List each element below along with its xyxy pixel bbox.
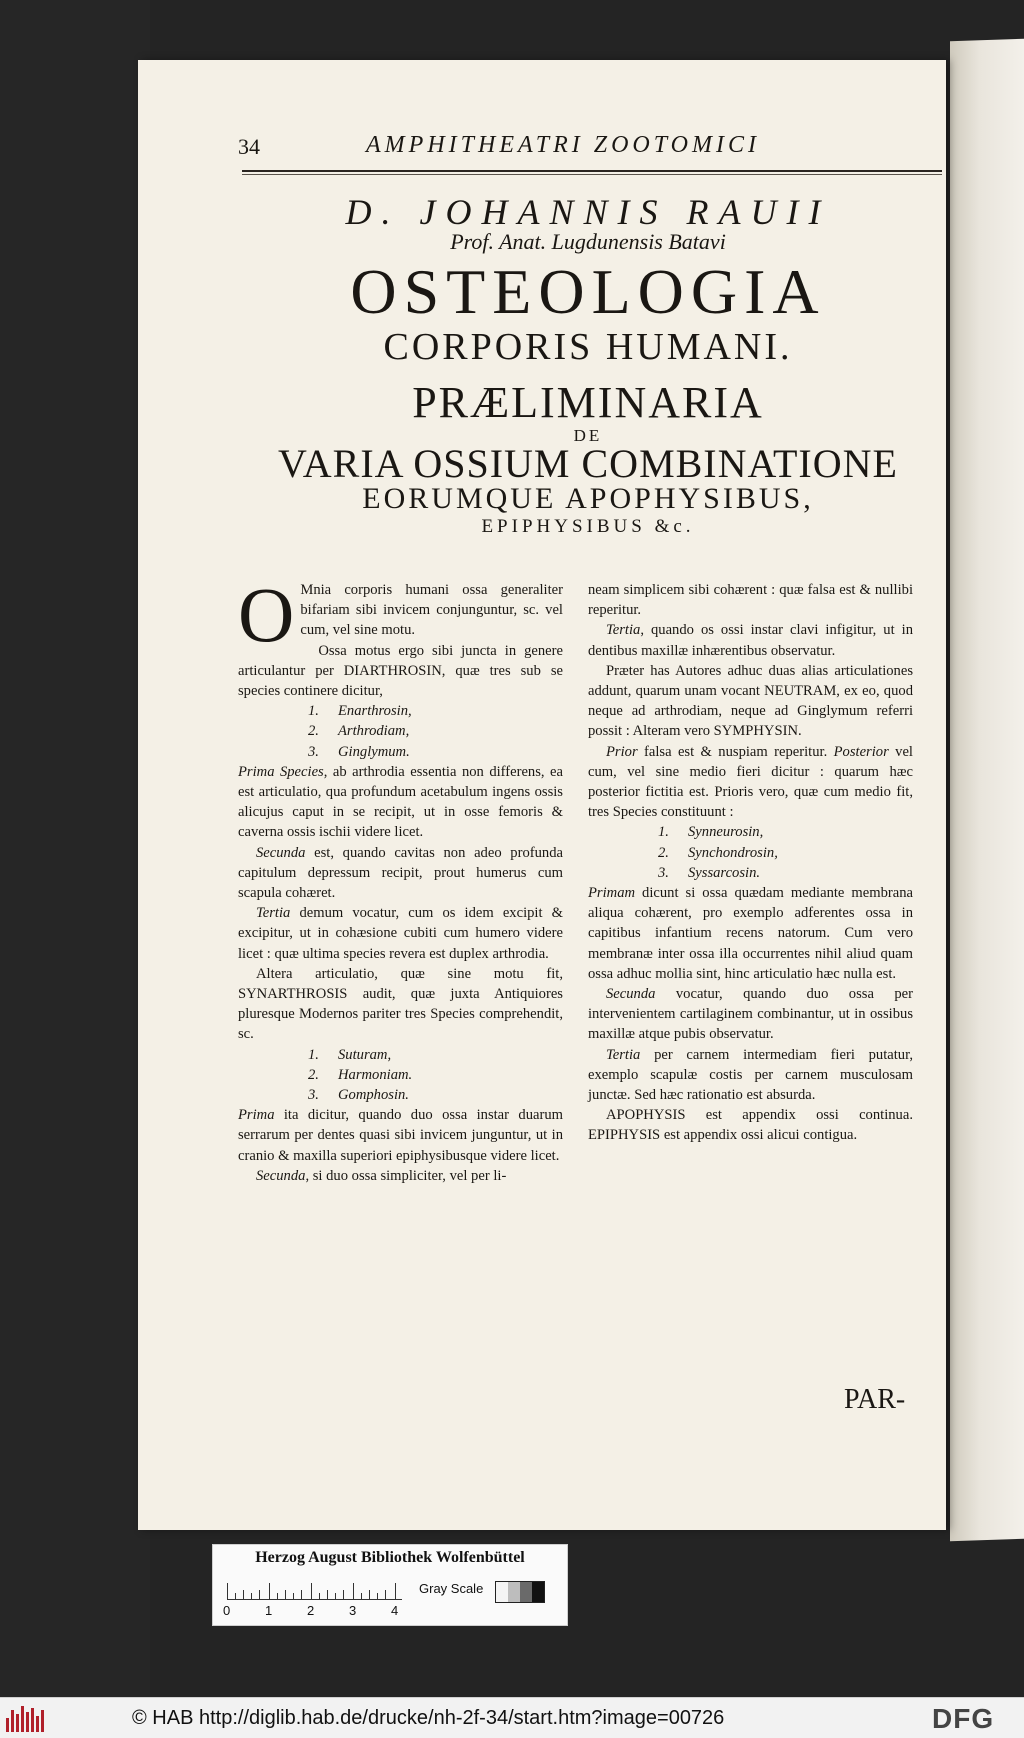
scan-backdrop <box>0 0 150 1700</box>
scale-ruler <box>227 1583 402 1600</box>
library-name: Herzog August Bibliothek Wolfenbüttel <box>255 1549 525 1566</box>
page-number: 34 <box>238 134 260 159</box>
paragraph: O Mnia corporis humani ossa generaliter bifariam sibi invicem conjunguntur, sc. vel cum, vel sine motu. <box>238 571 563 658</box>
list-item: 1. Synneurosin, <box>658 824 764 841</box>
species-list <box>308 701 563 762</box>
author-heading: D. JOHANNIS RAUII <box>345 192 831 232</box>
title-block <box>228 185 948 538</box>
section-de: DE <box>573 426 603 445</box>
list-item: 2. Synchondrosin, <box>658 844 778 861</box>
running-head <box>238 130 940 170</box>
dfg-logo: DFG <box>932 1703 995 1734</box>
paragraph: Prima Species, ab arthrodia essentia non differens, ea est articulatio, qua profundum acetabulum ingens ossis alicujus caput in se recipit, ut in osse femoris & caverna ossis ischii videre licet. <box>238 763 563 841</box>
gray-scale-swatch <box>495 1581 545 1603</box>
hab-logo-icon <box>6 1704 44 1732</box>
list-item: 3. Ginglymum. <box>308 743 410 760</box>
gray-scale-label: Gray Scale <box>419 1581 484 1596</box>
list-item: 1. Suturam, <box>308 1046 392 1063</box>
paragraph: Secunda, si duo ossa simpliciter, vel per li- <box>256 1167 507 1184</box>
text-column-right <box>588 580 913 1146</box>
list-item: 3. Syssarcosin. <box>658 864 761 881</box>
paragraph: Tertia per carnem intermediam fieri putatur, exemplo scapulæ costis per carnem musculosam junctæ. Sed hæc rationatio est absurda. <box>588 1046 913 1104</box>
species-list <box>308 1045 563 1106</box>
main-subtitle: CORPORIS HUMANI. <box>383 326 793 368</box>
adjacent-page-edge <box>950 39 1024 1542</box>
paragraph: Præter has Autores adhuc duas alias articulationes addunt, quarum unam vocant NEUTRAM, ex eo, quod neque ad arthrodiam, neque ad Ginglymum referri possit : Alteram vero SYMPHYSIN. <box>588 662 913 740</box>
viewer-footer <box>0 1697 1024 1738</box>
paragraph: Secunda vocatur, quando duo ossa per intervenientem cartilaginem combinantur, ut in ossibus maxillæ atque pubis observatur. <box>588 986 913 1043</box>
author-affiliation: Prof. Anat. Lugdunensis Batavi <box>450 229 726 254</box>
list-item: 2. Harmoniam. <box>308 1066 413 1083</box>
source-url-link[interactable]: © HAB http://diglib.hab.de/drucke/nh-2f-34/start.htm?image=00726 <box>132 1707 725 1729</box>
paragraph: Tertia, quando os ossi instar clavi infigitur, ut in dentibus maxillæ inhærentibus observatur. <box>588 622 913 659</box>
library-color-card: Herzog August Bibliothek Wolfenbüttel 0 1 2 3 4 Gray Scale <box>212 1544 568 1626</box>
list-item: 2. Arthrodiam, <box>308 723 410 740</box>
section-subtitle-2: EORUMQUE APOPHYSIBUS, <box>362 482 814 515</box>
list-item: 1. Enarthrosin, <box>308 703 412 720</box>
list-item: 3. Gomphosin. <box>308 1087 409 1104</box>
paragraph: Primam dicunt si ossa quædam mediante membrana aliqua cohærent, pro exemplo adferentes ossa in capitibus infantium recens natorum. Cum vero membranæ inter ossa illa occurrentes nihil aliud quam ossa adhuc mollia sint, hinc articulatio hæc nulla est. <box>588 885 913 982</box>
species-list <box>658 822 913 883</box>
catchword: PAR- <box>844 1384 906 1415</box>
paragraph: Ossa motus ergo sibi juncta in genere articulantur per DIARTHROSIN, quæ tres sub se species continere dicitur, <box>238 642 563 700</box>
section-subtitle-1: VARIA OSSIUM COMBINATIONE <box>278 441 898 486</box>
section-subtitle-3: EPIPHYSIBUS &c. <box>481 516 695 537</box>
head-rule-thin <box>242 174 942 175</box>
paragraph: Secunda est, quando cavitas non adeo profunda capitulum depressum recipit, prout humerus cum scapula cohæret. <box>238 844 563 902</box>
drop-cap: O <box>238 571 295 658</box>
paragraph: Prior falsa est & nuspiam reperitur. Posterior vel cum, vel sine medio fieri dicitur : quarum hæc posterior fictitia est. Prioris vero, quæ cum medio fit, tres Species constituunt : <box>588 743 913 821</box>
text-column-left <box>238 571 563 1186</box>
head-rule <box>242 170 942 172</box>
paragraph: Prima ita dicitur, quando duo ossa instar duarum serrarum per dentes quasi sibi invicem junguntur, ut in cranio & maxilla superiori epiphysibusque videre licet. <box>238 1107 563 1164</box>
paragraph: neam simplicem sibi cohærent : quæ falsa est & nullibi reperitur. <box>588 582 913 619</box>
paragraph: Altera articulatio, quæ sine motu fit, SYNARTHROSIS audit, quæ juxta Antiquiores pluresque Modernos pariter tres Species comprehendit, sc. <box>238 965 563 1043</box>
section-title: PRÆLIMINARIA <box>412 378 764 427</box>
paragraph: APOPHYSIS est appendix ossi continua. EPIPHYSIS est appendix ossi alicui contigua. <box>588 1107 913 1144</box>
book-page <box>138 60 946 1530</box>
main-title: OSTEOLOGIA <box>350 256 826 327</box>
paragraph: Tertia demum vocatur, cum os idem excipit & excipitur, ut in cohæsione cubiti cum humero videre licet : quæ ultima species revera est duplex arthrodia. <box>238 905 563 962</box>
running-title: AMPHITHEATRI ZOOTOMICI <box>366 132 760 158</box>
